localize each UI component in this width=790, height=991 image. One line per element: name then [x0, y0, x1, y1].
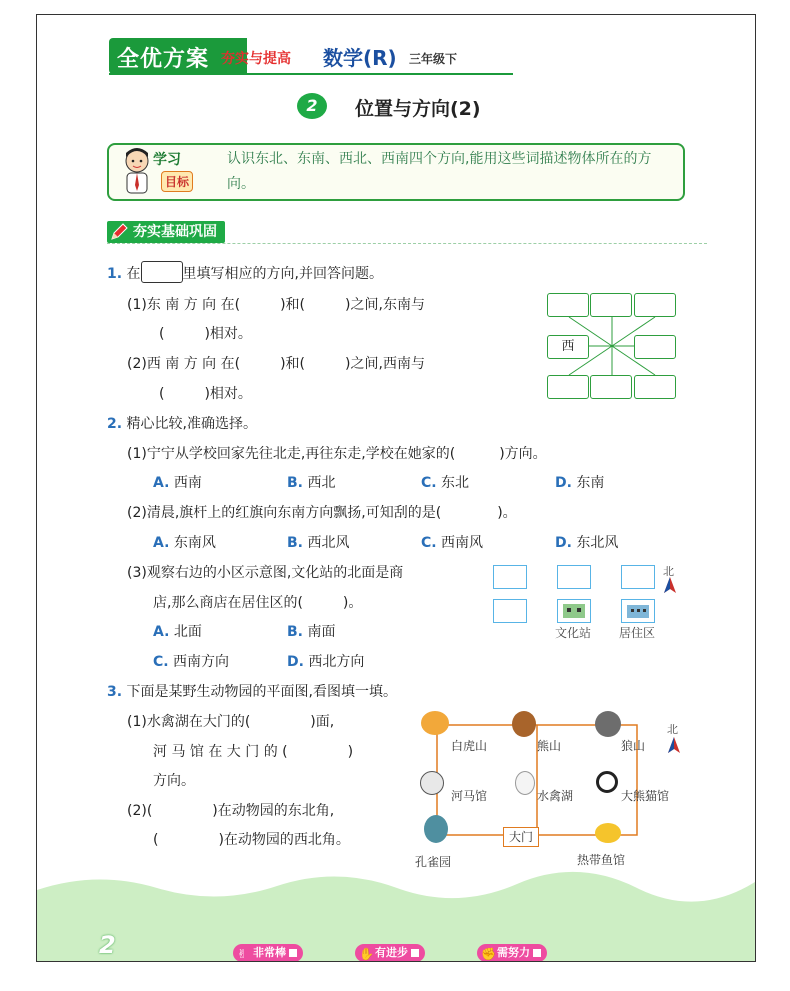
culture-station-label: 文化站 [555, 626, 592, 640]
gate-label: 大门 [503, 827, 539, 847]
brand-subtitle: 夯实与提高 [221, 51, 291, 67]
rating-try-harder[interactable]: ✊ 需努力 [477, 944, 547, 962]
q2-s1-opt-c[interactable]: C. 东北 [421, 475, 470, 491]
q2-s3-line2: 店,那么商店在居住区的( )。 [153, 595, 363, 611]
community-map-box[interactable] [493, 599, 527, 623]
north-arrow-icon [664, 577, 676, 593]
student-icon [117, 145, 157, 197]
subject-title: 数学(R) [323, 46, 397, 70]
zoo-map-paths [417, 705, 687, 865]
q2-s2: (2)清晨,旗杆上的红旗向东南方向飘扬,可知刮的是( )。 [127, 505, 517, 521]
wolf-icon [593, 711, 623, 737]
q2-s1: (1)宁宁从学校回家先往北走,再往东走,学校在她家的( )方向。 [127, 446, 547, 462]
q3-p1-line2: 河 马 馆 在 大 门 的 ( ) [153, 744, 354, 760]
fish-icon [593, 823, 623, 843]
q1-stem: 1. 在 里填写相应的方向,并回答问题。 [107, 261, 383, 283]
direction-box-se[interactable] [634, 375, 676, 399]
q2-s1-opt-a[interactable]: A. 西南 [153, 475, 202, 491]
q2-s2-opt-c[interactable]: C. 西南风 [421, 535, 484, 551]
hippo-house-label: 河马馆 [451, 789, 488, 803]
hand-icon: ✌ [237, 947, 248, 961]
page-number: 2 [99, 931, 116, 959]
direction-box-n[interactable] [590, 293, 632, 317]
panda-house-label: 大熊猫馆 [621, 789, 670, 803]
learning-goal-label: 学习 [153, 152, 181, 168]
q2-s3-opt-a[interactable]: A. 北面 [153, 624, 202, 640]
q2-s1-opt-d[interactable]: D. 东南 [555, 475, 605, 491]
rating-excellent[interactable]: ✌ 非常棒 [233, 944, 303, 962]
q2-s3-opt-c[interactable]: C. 西南方向 [153, 654, 230, 670]
q3-p1-line1: (1)水禽湖在大门的( )面, [127, 714, 335, 730]
community-map-box[interactable] [557, 565, 591, 589]
direction-box-w: 西 [547, 335, 589, 359]
residence-icon [621, 599, 655, 623]
q1-part2-line1: (2)西 南 方 向 在( )和( )之间,西南与 [127, 356, 425, 372]
q1-part1-line1: (1)东 南 方 向 在( )和( )之间,东南与 [127, 297, 425, 313]
bear-icon [509, 711, 539, 737]
q3-stem: 3. 下面是某野生动物园的平面图,看图填一填。 [107, 684, 397, 700]
grade-label: 三年级下 [409, 52, 458, 66]
q1-part2-line2: ( )相对。 [159, 386, 252, 402]
hippo-icon [419, 771, 445, 795]
direction-box-s[interactable] [590, 375, 632, 399]
north-label: 北 [663, 565, 674, 578]
section-title: 夯实基础巩固 [107, 221, 225, 243]
direction-box-e[interactable] [634, 335, 676, 359]
q1-sample-box [141, 261, 183, 283]
peacock-garden-label: 孔雀园 [415, 855, 452, 869]
q3-p3: ( )在动物园的西北角。 [153, 832, 350, 848]
header-rule [109, 73, 513, 75]
swan-icon [513, 771, 537, 795]
direction-box-ne[interactable] [634, 293, 676, 317]
zoo-north-label: 北 [667, 723, 678, 736]
section-divider [107, 243, 707, 244]
hand-icon: ✋ [359, 947, 374, 961]
q3-p2: (2)( )在动物园的东北角, [127, 803, 335, 819]
tiger-hill-label: 白虎山 [451, 739, 488, 753]
direction-box-sw[interactable] [547, 375, 589, 399]
hand-icon: ✊ [481, 947, 496, 961]
q2-s2-opt-b[interactable]: B. 西北风 [287, 535, 350, 551]
q2-s2-opt-a[interactable]: A. 东南风 [153, 535, 216, 551]
bear-hill-label: 熊山 [537, 739, 562, 753]
lake-label: 水禽湖 [537, 789, 574, 803]
q3-p1-line3: 方向。 [153, 773, 195, 789]
q2-stem: 2. 精心比较,准确选择。 [107, 416, 257, 432]
workbook-page [36, 14, 756, 962]
residence-label: 居住区 [619, 626, 656, 640]
tiger-icon [415, 711, 455, 735]
q2-s3-opt-b[interactable]: B. 南面 [287, 624, 336, 640]
direction-box-nw[interactable] [547, 293, 589, 317]
learning-goal-text: 认识东北、东南、西北、西南四个方向,能用这些词描述物体所在的方向。 [227, 151, 652, 192]
wolf-hill-label: 狼山 [621, 739, 646, 753]
q1-part1-line2: ( )相对。 [159, 326, 252, 342]
rating-progress[interactable]: ✋ 有进步 [355, 944, 425, 962]
community-map-box[interactable] [621, 565, 655, 589]
zoo-north-arrow-icon [668, 737, 680, 753]
q2-s3-line1: (3)观察右边的小区示意图,文化站的北面是商 [127, 565, 404, 581]
panda-icon [595, 771, 619, 793]
pencil-icon [109, 222, 129, 242]
community-map-box[interactable] [493, 565, 527, 589]
lesson-number-badge: 2 [297, 93, 327, 119]
learning-goal-tag: 目标 [161, 171, 193, 192]
tropical-fish-label: 热带鱼馆 [577, 853, 626, 867]
lesson-title: 位置与方向(2) [355, 98, 481, 120]
q2-s3-opt-d[interactable]: D. 西北方向 [287, 654, 365, 670]
peacock-icon [423, 815, 449, 843]
q2-s1-opt-b[interactable]: B. 西北 [287, 475, 336, 491]
q2-s2-opt-d[interactable]: D. 东北风 [555, 535, 619, 551]
brand-title: 全优方案 [117, 47, 210, 72]
culture-station-icon [557, 599, 591, 623]
